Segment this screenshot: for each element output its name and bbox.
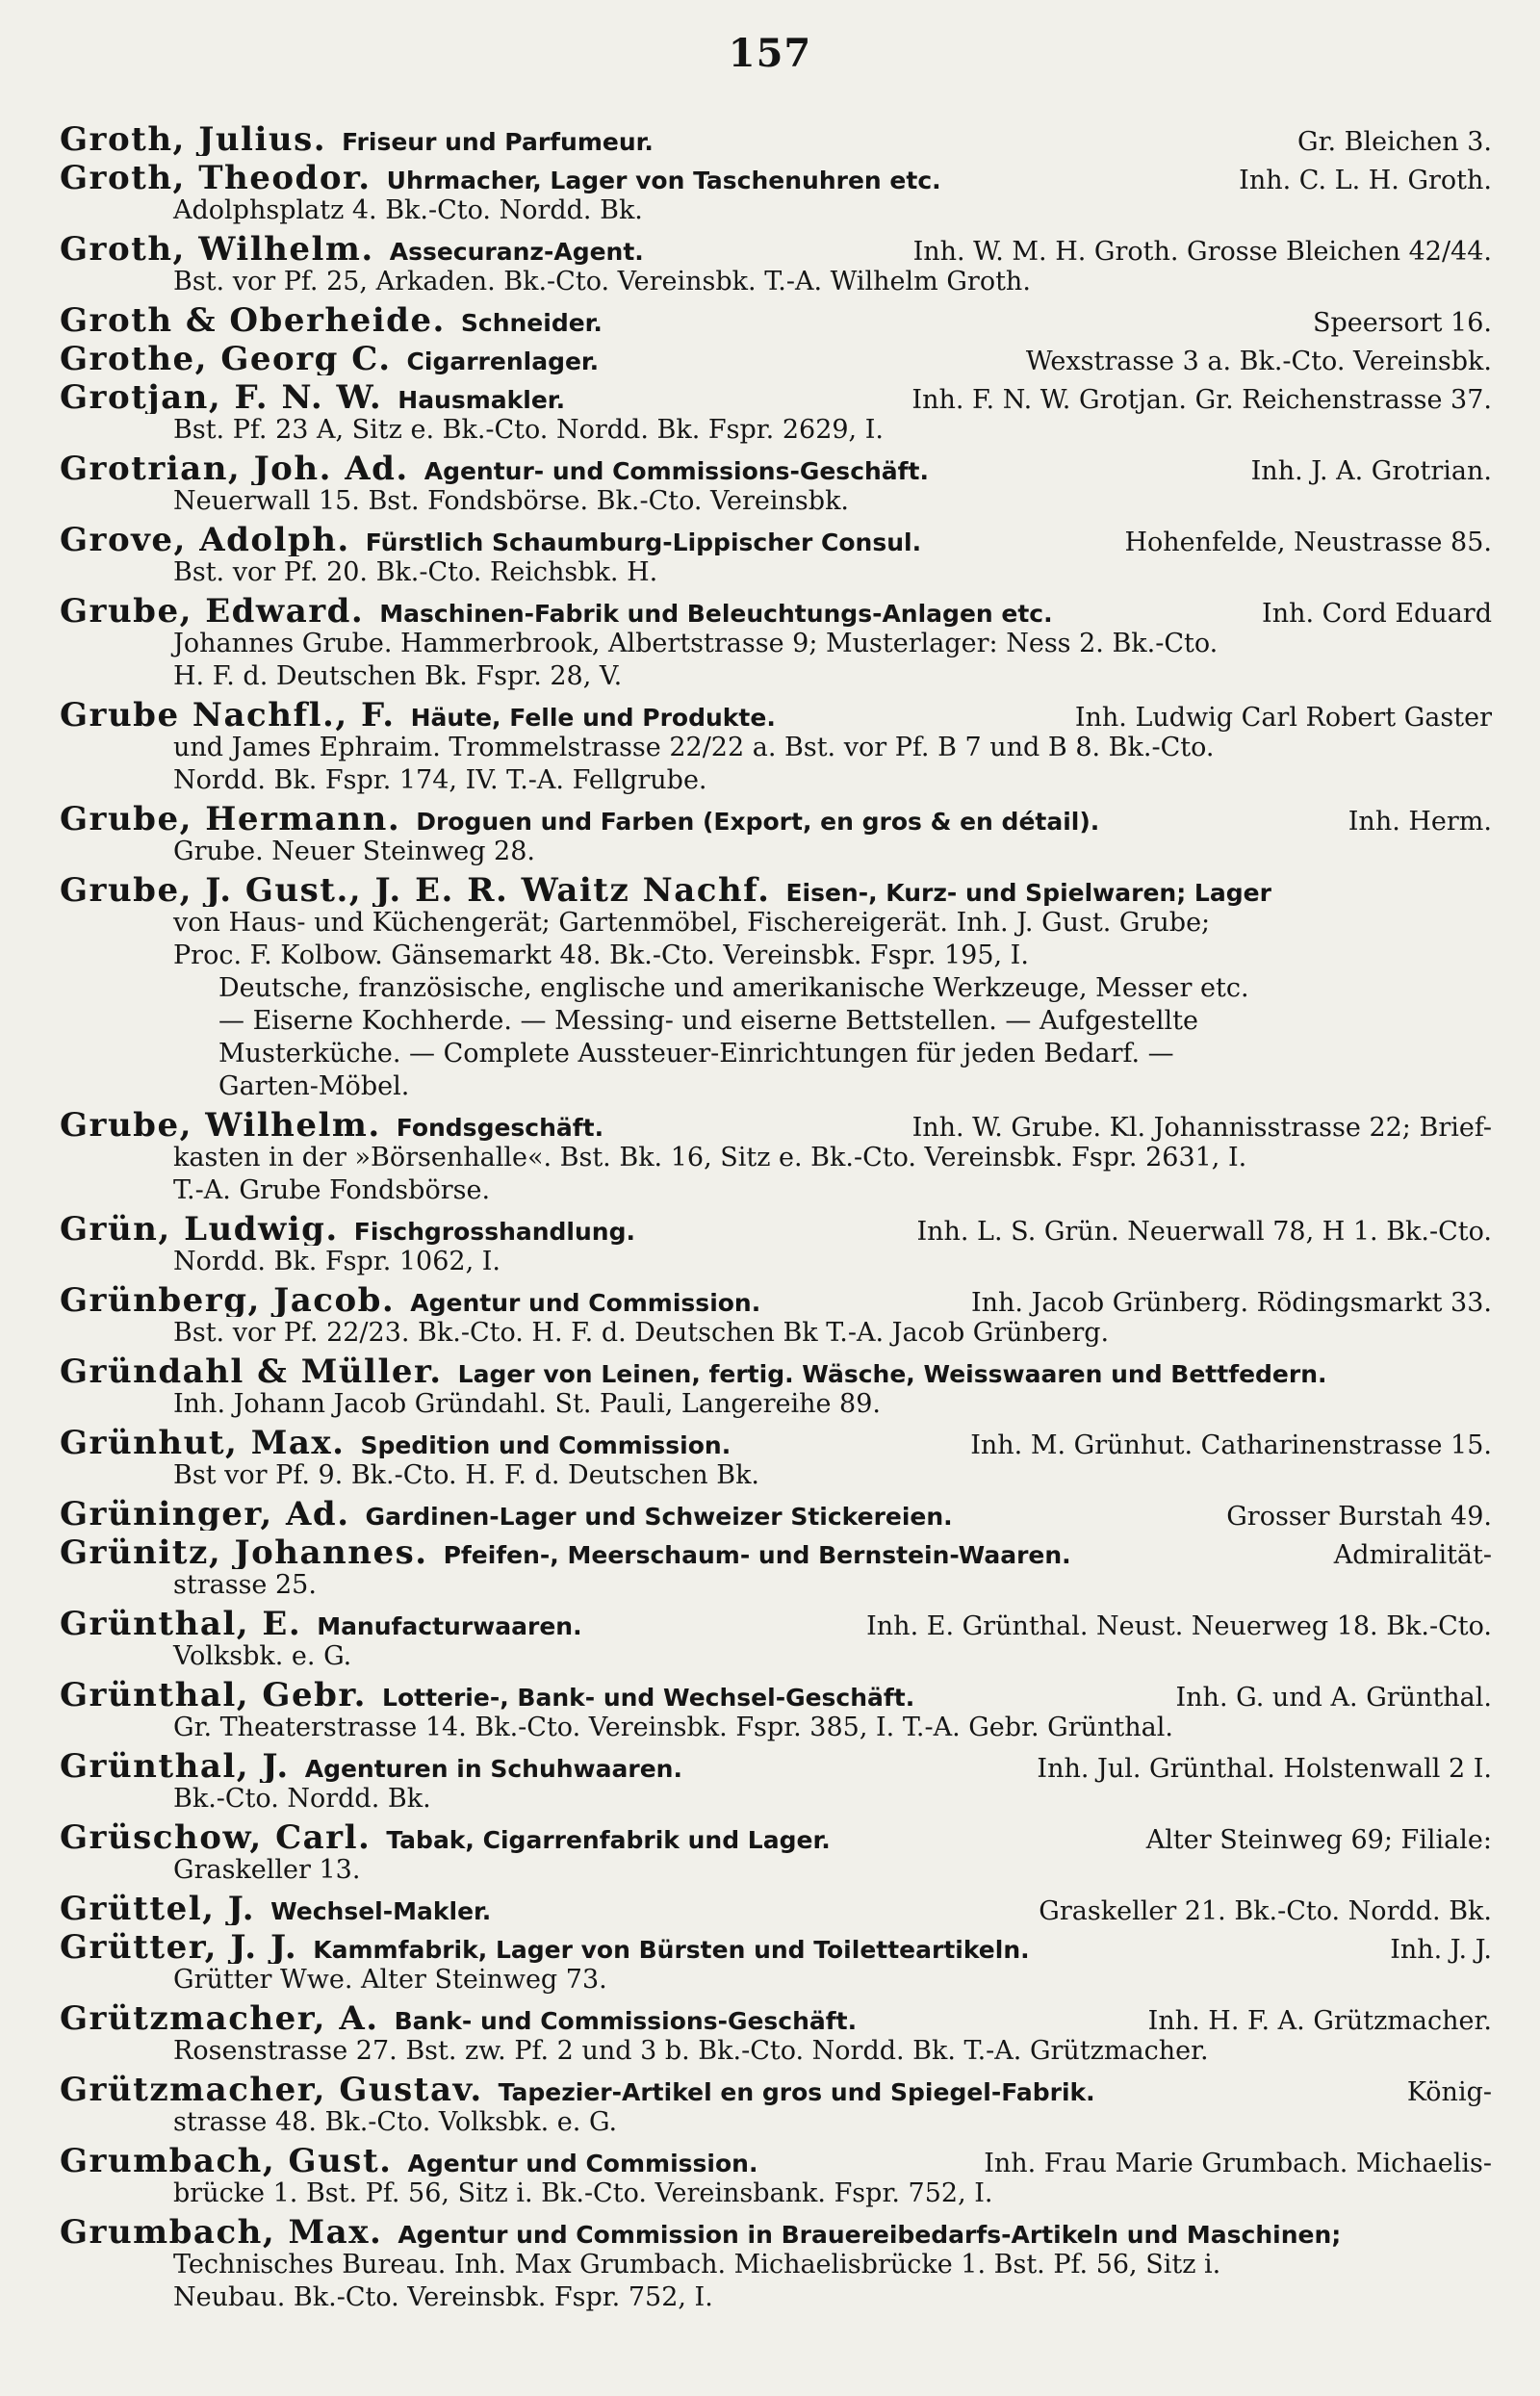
entry-continuation: Neubau. Bk.-Cto. Vereinsbk. Fspr. 752, I.: [173, 2282, 713, 2312]
entry-first-line: [60, 874, 1492, 907]
entry-business: Maschinen-Fabrik und Beleuchtungs-Anlagen etc.: [379, 600, 1053, 628]
entry-details: Admiralität-: [1333, 1540, 1492, 1569]
entry-first-line: [60, 1536, 1492, 1569]
directory-entry: [60, 381, 1492, 447]
entry-details: Inh. Cord Eduard: [1262, 599, 1492, 628]
entry-first-line: [60, 1355, 1492, 1388]
directory-entry: [60, 1498, 1492, 1531]
entry-heading: [60, 2002, 872, 2035]
directory-entry: [60, 595, 1492, 693]
directory-entry: [60, 1679, 1492, 1744]
entry-continuation: Volksbk. e. G.: [173, 1641, 352, 1671]
entry-details: Inh. E. Grünthal. Neust. Neuerweg 18. Bk.-Cto.: [866, 1611, 1492, 1640]
entry-continuation: strasse 25.: [173, 1570, 317, 1600]
directory-entry: [60, 343, 1492, 375]
entry-heading: [60, 343, 614, 375]
entry-note: Musterküche. — Complete Aussteuer-Einrichtungen für jeden Bedarf. —: [218, 1039, 1174, 1069]
entry-continuation: Bst. vor Pf. 20. Bk.-Cto. Reichsbk. H.: [173, 557, 658, 587]
entry-continuation: Bst. vor Pf. 25, Arkaden. Bk.-Cto. Vereinsbk. T.-A. Wilhelm Groth.: [173, 267, 1031, 296]
entry-business: Wechsel-Makler.: [270, 1897, 492, 1925]
entry-details: Inh. C. L. H. Groth.: [1239, 166, 1492, 194]
entry-business: Kammfabrik, Lager von Bürsten und Toiletteartikeln.: [313, 1936, 1030, 1964]
entry-heading: [60, 803, 1115, 836]
entry-business: Droguen und Farben (Export, en gros & en détail).: [416, 808, 1100, 836]
entry-business: Uhrmacher, Lager von Taschenuhren etc.: [386, 167, 941, 194]
entry-heading: [60, 1750, 698, 1783]
entry-business: Tabak, Cigarrenfabrik und Lager.: [386, 1826, 831, 1854]
entry-business: Bank- und Commissions-Geschäft.: [394, 2007, 858, 2035]
directory-entry: [60, 1608, 1492, 1673]
entry-name: Grünthal, E.: [60, 1608, 302, 1640]
entry-details: Alter Steinweg 69; Filiale:: [1145, 1825, 1492, 1854]
entry-first-line: [60, 1750, 1492, 1783]
entry-first-line: [60, 2216, 1492, 2249]
entry-first-line: [60, 1427, 1492, 1459]
entry-name: Grothe, Georg C.: [60, 343, 392, 375]
entry-heading: [60, 2145, 773, 2177]
entry-continuation: von Haus- und Küchengerät; Gartenmöbel, Fischereigerät. Inh. J. Gust. Grube;: [173, 908, 1211, 938]
entry-note: Deutsche, französische, englische und amerikanische Werkzeuge, Messer etc.: [218, 973, 1249, 1003]
directory-entry: [60, 304, 1492, 337]
entry-name: Grünhut, Max.: [60, 1427, 346, 1459]
entry-continuation: Bst. vor Pf. 22/23. Bk.-Cto. H. F. d. Deutschen Bk T.-A. Jacob Grünberg.: [173, 1318, 1110, 1348]
entry-first-line: [60, 1498, 1492, 1531]
directory-entry: [60, 1750, 1492, 1816]
entry-first-line: [60, 803, 1492, 836]
entry-heading: [60, 233, 659, 266]
entry-first-line: [60, 699, 1492, 732]
entry-name: Gründahl & Müller.: [60, 1355, 443, 1388]
entry-details: Inh. W. Grube. Kl. Johannisstrasse 22; Brief-: [911, 1113, 1492, 1142]
entry-heading: [60, 381, 580, 414]
entry-continuation: H. F. d. Deutschen Bk. Fspr. 28, V.: [173, 661, 623, 691]
entry-heading: [60, 2074, 1111, 2106]
entry-business: Lager von Leinen, fertig. Wäsche, Weisswaaren und Bettfedern.: [457, 1360, 1327, 1388]
entry-heading: [60, 699, 791, 732]
entry-details: Inh. M. Grünhut. Catharinenstrasse 15.: [970, 1430, 1492, 1459]
entry-continuation: und James Ephraim. Trommelstrasse 22/22 a. Bst. vor Pf. B 7 und B 8. Bk.-Cto.: [173, 733, 1215, 762]
entry-first-line: [60, 1109, 1492, 1142]
entry-heading: [60, 123, 669, 156]
entry-heading: [60, 1893, 506, 1925]
directory-entry: [60, 1355, 1492, 1421]
entry-continuation: Grütter Wwe. Alter Steinweg 73.: [173, 1965, 607, 1995]
entry-business: Manufacturwaaren.: [317, 1612, 582, 1640]
entry-heading: [60, 874, 1287, 907]
entry-details: Inh. W. M. H. Groth. Grosse Bleichen 42/44.: [912, 237, 1492, 266]
entry-continuation: Nordd. Bk. Fspr. 1062, I.: [173, 1247, 500, 1276]
entry-details: Inh. Jul. Grünthal. Holstenwall 2 I.: [1037, 1754, 1492, 1783]
entry-name: Grube, Wilhelm.: [60, 1109, 381, 1142]
entry-heading: [60, 2216, 1356, 2249]
entry-business: Agentur und Commission in Brauereibedarfs-Artikeln und Maschinen;: [398, 2221, 1342, 2249]
entry-continuation: Bst vor Pf. 9. Bk.-Cto. H. F. d. Deutschen Bk.: [173, 1460, 760, 1490]
directory-entry: [60, 874, 1492, 1103]
entry-first-line: [60, 2002, 1492, 2035]
entry-name: Grütter, J. J.: [60, 1931, 298, 1964]
entry-heading: [60, 452, 944, 485]
entry-name: Grünitz, Johannes.: [60, 1536, 428, 1569]
entry-first-line: [60, 595, 1492, 628]
page-number: 157: [728, 31, 812, 76]
entry-heading: [60, 524, 937, 556]
entry-details: Gr. Bleichen 3.: [1297, 127, 1492, 156]
entry-name: Grumbach, Gust.: [60, 2145, 393, 2177]
entry-continuation: Gr. Theaterstrasse 14. Bk.-Cto. Vereinsbk. Fspr. 385, I. T.-A. Gebr. Grünthal.: [173, 1713, 1173, 1742]
directory-entry: [60, 2145, 1492, 2210]
entry-list: [60, 123, 1492, 2320]
entry-business: Hausmakler.: [398, 386, 566, 414]
entry-business: Assecuranz-Agent.: [389, 238, 644, 266]
directory-entry: [60, 1931, 1492, 1997]
entry-name: Groth, Wilhelm.: [60, 233, 374, 266]
entry-details: Inh. Herm.: [1348, 807, 1492, 836]
entry-continuation: Technisches Bureau. Inh. Max Grumbach. Michaelisbrücke 1. Bst. Pf. 56, Sitz i.: [173, 2250, 1221, 2280]
entry-name: Grotrian, Joh. Ad.: [60, 452, 409, 485]
entry-details: Hohenfelde, Neustrasse 85.: [1124, 528, 1492, 556]
entry-continuation: Bst. Pf. 23 A, Sitz e. Bk.-Cto. Nordd. Bk. Fspr. 2629, I.: [173, 415, 884, 445]
entry-continuation: Inh. Johann Jacob Gründahl. St. Pauli, Langereihe 89.: [173, 1389, 881, 1419]
entry-continuation: Graskeller 13.: [173, 1855, 361, 1885]
directory-entry: [60, 803, 1492, 868]
entry-continuation: Adolphsplatz 4. Bk.-Cto. Nordd. Bk.: [173, 195, 643, 225]
entry-name: Groth, Theodor.: [60, 162, 372, 194]
entry-name: Grünthal, Gebr.: [60, 1679, 368, 1712]
entry-first-line: [60, 452, 1492, 485]
entry-continuation: Rosenstrasse 27. Bst. zw. Pf. 2 und 3 b. Bk.-Cto. Nordd. Bk. T.-A. Grützmacher.: [173, 2036, 1209, 2066]
directory-entry: [60, 2002, 1492, 2068]
entry-name: Grünthal, J.: [60, 1750, 290, 1783]
entry-business: Pfeifen-, Meerschaum- und Bernstein-Waaren.: [443, 1541, 1071, 1569]
entry-details: Speersort 16.: [1312, 308, 1492, 337]
entry-name: Grün, Ludwig.: [60, 1213, 339, 1246]
entry-name: Grotjan, F. N. W.: [60, 381, 383, 414]
entry-business: Fürstlich Schaumburg-Lippischer Consul.: [365, 528, 922, 556]
entry-business: Fischgrosshandlung.: [353, 1218, 635, 1246]
directory-entry: [60, 123, 1492, 156]
entry-name: Grove, Adolph.: [60, 524, 350, 556]
entry-details: Inh. H. F. A. Grützmacher.: [1147, 2006, 1492, 2035]
directory-entry: [60, 2074, 1492, 2139]
entry-details: Inh. Frau Marie Grumbach. Michaelis-: [984, 2149, 1492, 2177]
entry-heading: [60, 162, 957, 194]
entry-details: Inh. L. S. Grün. Neuerwall 78, H 1. Bk.-Cto.: [916, 1217, 1492, 1246]
entry-business: Agentur und Commission.: [407, 2150, 758, 2177]
entry-first-line: [60, 1893, 1492, 1925]
entry-name: Grüninger, Ad.: [60, 1498, 350, 1531]
entry-heading: [60, 1498, 968, 1531]
entry-continuation: Proc. F. Kolbow. Gänsemarkt 48. Bk.-Cto. Vereinsbk. Fspr. 195, I.: [173, 940, 1029, 970]
entry-heading: [60, 1213, 651, 1246]
directory-entry: [60, 524, 1492, 589]
entry-heading: [60, 1284, 776, 1317]
directory-entry: [60, 1821, 1492, 1887]
entry-first-line: [60, 2074, 1492, 2106]
entry-business: Gardinen-Lager und Schweizer Stickereien.: [365, 1503, 953, 1531]
entry-first-line: [60, 233, 1492, 266]
entry-continuation: Nordd. Bk. Fspr. 174, IV. T.-A. Fellgrube.: [173, 765, 707, 795]
entry-business: Agentur- und Commissions-Geschäft.: [424, 457, 930, 485]
entry-details: Inh. J. J.: [1390, 1935, 1492, 1964]
entry-details: Inh. Jacob Grünberg. Rödingsmarkt 33.: [970, 1288, 1492, 1317]
entry-heading: [60, 1608, 598, 1640]
entry-heading: [60, 1931, 1045, 1964]
directory-entry: [60, 1284, 1492, 1350]
entry-business: Spedition und Commission.: [360, 1431, 732, 1459]
directory-entry: [60, 233, 1492, 298]
entry-continuation: Neuerwall 15. Bst. Fondsbörse. Bk.-Cto. Vereinsbk.: [173, 486, 850, 516]
entry-heading: [60, 1536, 1087, 1569]
entry-continuation: T.-A. Grube Fondsbörse.: [173, 1175, 491, 1205]
entry-business: Agentur und Commission.: [410, 1289, 761, 1317]
entry-first-line: [60, 1284, 1492, 1317]
entry-business: Häute, Felle und Produkte.: [410, 704, 776, 732]
entry-first-line: [60, 1608, 1492, 1640]
entry-name: Groth, Julius.: [60, 123, 327, 156]
directory-entry: [60, 1109, 1492, 1207]
entry-business: Eisen-, Kurz- und Spielwaren; Lager: [785, 879, 1271, 907]
entry-first-line: [60, 1821, 1492, 1854]
entry-continuation: kasten in der »Börsenhalle«. Bst. Bk. 16, Sitz e. Bk.-Cto. Vereinsbk. Fspr. 2631, I.: [173, 1143, 1247, 1172]
entry-name: Grützmacher, Gustav.: [60, 2074, 483, 2106]
entry-name: Grützmacher, A.: [60, 2002, 379, 2035]
entry-name: Grube Nachfl., F.: [60, 699, 396, 732]
entry-details: Inh. G. und A. Grünthal.: [1175, 1683, 1492, 1712]
entry-heading: [60, 1821, 846, 1854]
entry-continuation: Johannes Grube. Hammerbrook, Albertstrasse 9; Musterlager: Ness 2. Bk.-Cto.: [173, 629, 1219, 658]
entry-details: Inh. Ludwig Carl Robert Gaster: [1074, 703, 1492, 732]
entry-details: Inh. J. A. Grotrian.: [1250, 456, 1492, 485]
entry-note: — Eiserne Kochherde. — Messing- und eiserne Bettstellen. — Aufgestellte: [218, 1006, 1198, 1036]
entry-note: Garten-Möbel.: [218, 1071, 410, 1101]
entry-name: Grumbach, Max.: [60, 2216, 383, 2249]
entry-first-line: [60, 1931, 1492, 1964]
entry-business: Cigarrenlager.: [406, 348, 600, 375]
entry-first-line: [60, 1213, 1492, 1246]
entry-first-line: [60, 123, 1492, 156]
entry-heading: [60, 304, 618, 337]
directory-entry: [60, 1213, 1492, 1278]
directory-entry: [60, 162, 1492, 227]
entry-details: Inh. F. N. W. Grotjan. Gr. Reichenstrasse 37.: [911, 385, 1492, 414]
entry-name: Grüschow, Carl.: [60, 1821, 372, 1854]
entry-heading: [60, 1427, 746, 1459]
entry-name: Groth & Oberheide.: [60, 304, 446, 337]
entry-details: Grosser Burstah 49.: [1226, 1502, 1492, 1531]
entry-business: Schneider.: [460, 309, 603, 337]
entry-continuation: brücke 1. Bst. Pf. 56, Sitz i. Bk.-Cto. Vereinsbank. Fspr. 752, I.: [173, 2178, 993, 2208]
entry-continuation: Grube. Neuer Steinweg 28.: [173, 837, 535, 866]
entry-name: Grube, Edward.: [60, 595, 365, 628]
entry-first-line: [60, 2145, 1492, 2177]
entry-continuation: strasse 48. Bk.-Cto. Volksbk. e. G.: [173, 2107, 618, 2137]
directory-entry: [60, 2216, 1492, 2314]
entry-name: Grünberg, Jacob.: [60, 1284, 396, 1317]
entry-business: Agenturen in Schuhwaaren.: [304, 1755, 682, 1783]
directory-entry: [60, 699, 1492, 797]
directory-entry: [60, 1427, 1492, 1492]
entry-business: Lotterie-, Bank- und Wechsel-Geschäft.: [382, 1684, 915, 1712]
entry-details: Wexstrasse 3 a. Bk.-Cto. Vereinsbk.: [1025, 347, 1492, 375]
entry-business: Tapezier-Artikel en gros und Spiegel-Fabrik.: [498, 2078, 1095, 2106]
entry-details: König-: [1406, 2077, 1492, 2106]
directory-entry: [60, 1893, 1492, 1925]
entry-first-line: [60, 381, 1492, 414]
entry-first-line: [60, 304, 1492, 337]
entry-first-line: [60, 343, 1492, 375]
entry-heading: [60, 1355, 1343, 1388]
entry-name: Grüttel, J.: [60, 1893, 256, 1925]
entry-heading: [60, 595, 1068, 628]
entry-heading: [60, 1679, 930, 1712]
entry-name: Grube, J. Gust., J. E. R. Waitz Nachf.: [60, 874, 771, 907]
entry-business: Friseur und Parfumeur.: [342, 128, 654, 156]
entry-first-line: [60, 162, 1492, 194]
entry-first-line: [60, 1679, 1492, 1712]
directory-entry: [60, 1536, 1492, 1602]
directory-entry: [60, 452, 1492, 518]
entry-business: Fondsgeschäft.: [396, 1114, 604, 1142]
entry-first-line: [60, 524, 1492, 556]
entry-continuation: Bk.-Cto. Nordd. Bk.: [173, 1784, 431, 1814]
entry-details: Graskeller 21. Bk.-Cto. Nordd. Bk.: [1039, 1896, 1492, 1925]
entry-name: Grube, Hermann.: [60, 803, 401, 836]
entry-heading: [60, 1109, 619, 1142]
